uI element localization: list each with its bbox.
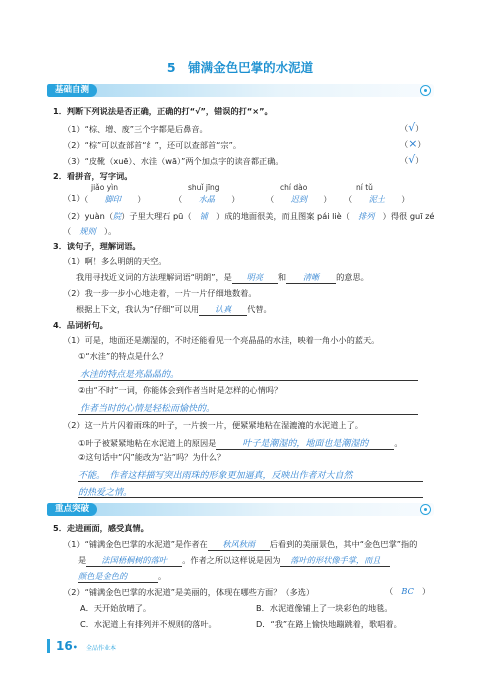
- q5-question-2: （2）“铺满金色巴掌的水泥道”是美丽的，体现在哪些方面？（多选）: [63, 587, 315, 597]
- pinyin-4: ní tǔ: [356, 183, 373, 192]
- q2-line-3: （ 规则 ）。: [63, 226, 117, 236]
- q2-box-2: （ 水晶 ）: [174, 194, 240, 204]
- q4-answer-4-line2: 的热爱之情。: [78, 488, 133, 498]
- q4-question-2: ②由“不时”一词，你能体会到作者当时是怎样的心情吗？: [78, 385, 283, 395]
- q4-passage-2: （2）这一片片闪着雨珠的叶子，一片挨一片，便紧紧地粘在湿漉漉的水泥道上了。: [63, 420, 363, 430]
- section-bar-basic: [47, 84, 434, 97]
- lesson-title: 5 铺满金色巴掌的水泥道: [166, 60, 314, 75]
- q5-heading: 5．走进画面，感受真情。: [53, 523, 149, 533]
- check-mark: √: [408, 121, 416, 134]
- q2-heading: 2．看拼音，写字词。: [53, 171, 133, 181]
- q2-num-1: （1）: [63, 193, 85, 203]
- page-number: 16•: [56, 639, 78, 653]
- q4-question-3: ①叶子被紧紧地粘在水泥道上的原因是 叶子是潮湿的，地面也是潮湿的 。: [78, 438, 403, 449]
- q5-option-d: D．“我”在路上愉快地蹦跳着，歌唱着。: [256, 619, 402, 629]
- q5-line-3: 颜色是金色的 。: [78, 571, 167, 581]
- q1-answer-3: （√）: [400, 153, 424, 166]
- target-icon: [420, 504, 431, 515]
- q4-answer-2: 作者当时的心情是轻松而愉快的。: [80, 404, 216, 414]
- q3-heading: 3．读句子，理解词语。: [53, 241, 141, 251]
- section-bar-focus: [47, 503, 434, 516]
- pinyin-1: jiǎo yìn: [91, 183, 119, 192]
- q1-item-2: （2）“棕”可以查部首“纟”，还可以查部首“宗”。: [63, 140, 242, 150]
- q1-item-3: （3）“皮靴（xuē）、水洼（wā）”两个加点字的读音都正确。: [63, 156, 284, 166]
- q3-fill-1: 我用寻找近义词的方法理解词语“明朗”，是 明亮 和 清晰 的意思。: [76, 272, 369, 282]
- target-icon: [420, 85, 431, 96]
- q4-heading: 4．品词析句。: [53, 320, 108, 330]
- q4-answer-1: 水洼的特点是亮晶晶的。: [80, 370, 180, 380]
- q1-heading: 1．判断下列说法是否正确，正确的打“√”，错误的打“×”。: [53, 106, 273, 116]
- q3-fill-2: 根据上下文，我认为“仔细”可以用 认真 代替。: [76, 304, 272, 314]
- section-label-basic: 基础自测: [47, 84, 97, 97]
- q4-question-4: ②这句话中“闪”能改为“沾”吗？为什么？: [78, 452, 226, 462]
- check-mark: √: [408, 153, 416, 166]
- q4-question-1: ①“水洼”的特点是什么？: [78, 351, 168, 361]
- q4-passage-1: （1）可是，地面还是潮湿的，不时还能看见一个亮晶晶的水洼，映着一角小小的蓝天。: [63, 335, 380, 345]
- cross-mark: ×: [408, 137, 418, 150]
- q5-answer-2: （ BC ）: [385, 586, 431, 596]
- q1-answer-2: （×）: [400, 137, 426, 150]
- q1-item-1: （1）“棕、增、废”三个字都是后鼻音。: [63, 124, 208, 134]
- pinyin-3: chí dào: [280, 183, 308, 192]
- footer-text: 全品作业本: [86, 645, 117, 652]
- q2-box-4: （ 泥土 ）: [344, 194, 410, 204]
- pinyin-2: shuǐ jīng: [188, 183, 220, 192]
- q5-option-a: A．天开始放晴了。: [80, 603, 152, 613]
- section-label-focus: 重点突破: [47, 503, 97, 516]
- footer-accent: [47, 639, 50, 653]
- q5-option-b: B．水泥道像铺上了一块彩色的地毯。: [256, 603, 393, 613]
- q2-box-1: （ 脚印 ）: [80, 194, 146, 204]
- q5-line-2: 是 法国梧桐树的落叶 。作者之所以这样说是因为 落叶的形状像手掌，而且: [78, 555, 390, 567]
- q2-box-3: （ 迟到 ）: [266, 194, 332, 204]
- q5-line-1: （1）“铺满金色巴掌的水泥道”是作者在 秋风秋雨 后看到的美丽景色，其中“金色巴掌”指的: [63, 539, 418, 549]
- q2-line-2: （2）yuàn（院）子里大理石 pū（ 铺 ）成的地面很美，而且图案 pái liè（ 排列 ）得很 guī zé: [63, 211, 435, 221]
- q1-answer-1: （√）: [400, 121, 424, 134]
- q5-option-c: C．水泥道上有排列并不规则的落叶。: [80, 619, 217, 629]
- q3-sentence-2: （2）我一步一步小心地走着，一片一片仔细地数着。: [63, 288, 257, 298]
- q3-sentence-1: （1）啊！多么明朗的天空。: [63, 256, 167, 266]
- q4-answer-4-line1: 不能。 作者这样描写突出雨珠的形象更加逼真，反映出作者对大自然: [78, 471, 353, 481]
